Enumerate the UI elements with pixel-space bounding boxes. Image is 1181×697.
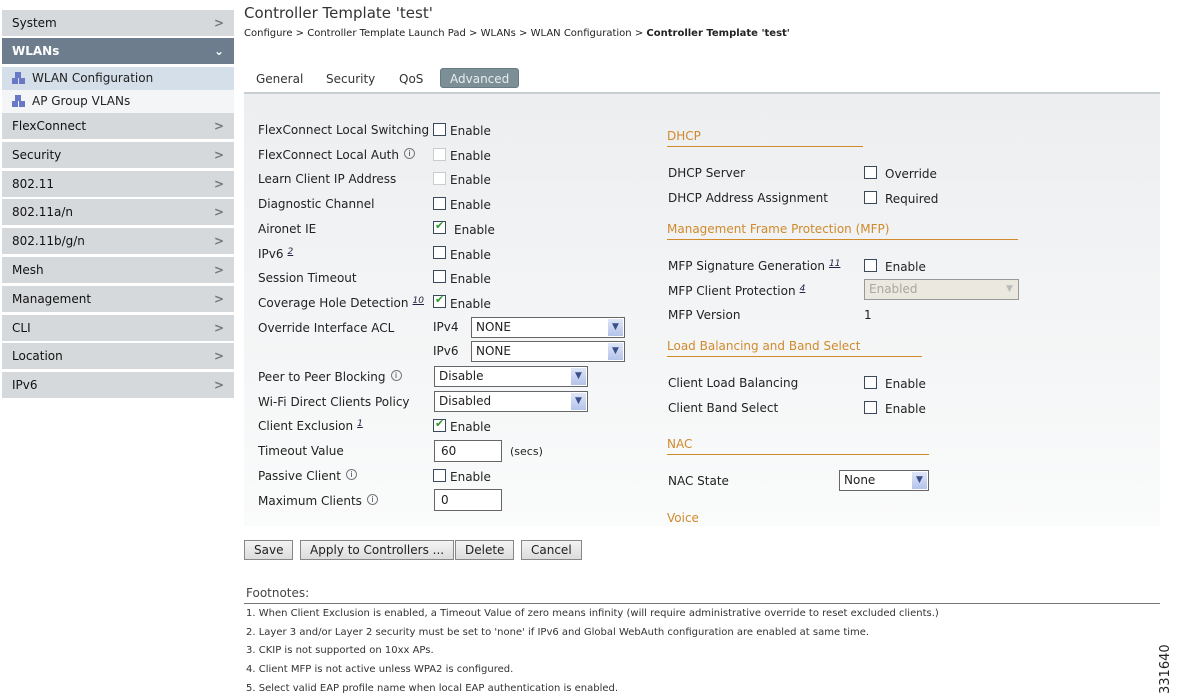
label-text: Peer to Peer Blocking	[258, 370, 386, 384]
label-text: IPv6	[258, 247, 284, 261]
checkbox-aironet-ie[interactable]	[433, 221, 446, 234]
sidebar-item-label: FlexConnect	[12, 119, 87, 133]
override-label: Override	[885, 167, 937, 181]
label-flexconnect-local-auth	[258, 148, 415, 162]
checkbox-flexconnect-local-switching[interactable]	[433, 123, 446, 136]
enable-label: Enable	[450, 248, 491, 262]
acl-ipv6-label: IPv6	[433, 344, 459, 358]
sidebar-item-flexconnect[interactable]	[2, 113, 234, 139]
selected-value: Disabled	[439, 394, 492, 408]
chevron-down-icon: ▼	[571, 368, 586, 385]
footnote-link[interactable]: 4	[799, 284, 806, 294]
breadcrumb-launch-pad[interactable]: Controller Template Launch Pad	[307, 28, 466, 39]
checkbox-client-exclusion[interactable]	[433, 419, 446, 432]
sidebar-item-label: IPv6	[12, 378, 38, 393]
cancel-button[interactable]: Cancel	[521, 540, 582, 560]
enable-label: Enable	[450, 124, 491, 138]
label-session-timeout: Session Timeout	[258, 271, 357, 285]
selected-value: NONE	[476, 320, 511, 334]
footnote: 3. CKIP is not supported on 10xx APs.	[246, 645, 434, 656]
figure-number: 331640	[1158, 644, 1173, 694]
chevron-right-icon: >	[213, 349, 224, 364]
label-coverage-hole-detection	[258, 296, 424, 310]
label-text: Passive Client	[258, 469, 341, 483]
page-title: Controller Template 'test'	[244, 4, 433, 22]
info-icon[interactable]: i	[404, 148, 415, 159]
section-dhcp: DHCP	[667, 129, 863, 147]
checkbox-coverage-hole-detection[interactable]	[433, 295, 446, 308]
breadcrumb-wlans[interactable]: WLANs	[480, 28, 516, 39]
chevron-right-icon: >	[213, 320, 224, 335]
footnote-link[interactable]: 2	[287, 247, 294, 257]
tab-qos[interactable]: QoS	[399, 72, 424, 86]
enable-label: Enable	[450, 173, 491, 187]
sidebar-item-wlans[interactable]: WLANs ⌄	[2, 38, 234, 64]
label-ipv6	[258, 247, 293, 261]
chevron-down-icon: ▼	[608, 343, 623, 360]
sidebar-sub-ap-group-vlans[interactable]: AP Group VLANs	[2, 90, 234, 113]
label-text: Maximum Clients	[258, 494, 362, 508]
sidebar-item-label: Security	[12, 147, 62, 162]
checkbox-ipv6[interactable]	[433, 246, 446, 259]
breadcrumb: Configure > Controller Template Launch Pad > WLANs > WLAN Configuration > Controller Template 'test'	[244, 28, 790, 39]
info-icon[interactable]: i	[391, 370, 402, 381]
delete-button[interactable]: Delete	[455, 540, 514, 560]
label-client-band-select: Client Band Select	[668, 401, 779, 415]
sidebar-item-label: 802.11b/g/n	[12, 234, 85, 249]
label-dhcp-address-assignment: DHCP Address Assignment	[668, 191, 828, 205]
breadcrumb-configure[interactable]: Configure	[244, 28, 293, 39]
chevron-down-icon: ▼	[608, 319, 623, 336]
section-load-balancing: Load Balancing and Band Select	[667, 339, 922, 357]
label-client-exclusion	[258, 419, 363, 433]
acl-ipv4-select[interactable]	[471, 317, 625, 338]
enable-label: Enable	[450, 272, 491, 286]
label-text: MFP Signature Generation	[668, 259, 825, 273]
label-flexconnect-local-switching: FlexConnect Local Switching	[258, 123, 430, 137]
tab-security[interactable]: Security	[326, 72, 376, 86]
label-passive-client	[258, 469, 357, 483]
chevron-right-icon: >	[213, 16, 224, 30]
enable-label: Enable	[885, 260, 926, 274]
selected-value: None	[844, 473, 876, 487]
label-aironet-ie: Aironet IE	[258, 222, 317, 236]
checkbox-passive-client[interactable]	[433, 469, 446, 482]
breadcrumb-wlan-configuration[interactable]: WLAN Configuration	[530, 28, 632, 39]
label-nac-state: NAC State	[668, 474, 729, 488]
sidebar-item-802-11[interactable]	[2, 171, 234, 197]
sidebar-item-mesh[interactable]	[2, 257, 234, 283]
chevron-right-icon: >	[213, 176, 224, 191]
label-dhcp-server: DHCP Server	[668, 166, 746, 180]
chevron-right-icon: >	[213, 291, 224, 306]
label-mfp-client-protection	[668, 284, 805, 298]
footnote: 1. When Client Exclusion is enabled, a Timeout Value of zero means infinity (will require administrative override to reset excluded clients.)	[246, 608, 939, 619]
label-text: Client Exclusion	[258, 419, 354, 433]
info-icon[interactable]: i	[346, 469, 357, 480]
sidebar-item-label: Location	[12, 349, 63, 364]
checkbox-session-timeout[interactable]	[433, 270, 446, 283]
label-mfp-version: MFP Version	[668, 308, 741, 322]
chevron-right-icon: >	[213, 263, 224, 277]
enable-label: Enable	[885, 377, 926, 391]
footnote-link[interactable]: 1	[357, 419, 363, 429]
label-text: Coverage Hole Detection	[258, 296, 409, 310]
label-mfp-signature	[668, 259, 840, 273]
maximum-clients-input[interactable]: 0	[434, 489, 502, 511]
label-timeout-value: Timeout Value	[258, 444, 344, 458]
enable-label: Enable	[450, 420, 491, 434]
acl-ipv4-label: IPv4	[433, 320, 459, 334]
selected-value: NONE	[476, 344, 511, 358]
required-label: Required	[885, 192, 939, 206]
checkbox-diagnostic-channel[interactable]	[433, 197, 446, 210]
chevron-right-icon: >	[213, 234, 224, 249]
network-icon	[12, 95, 26, 108]
footnotes-divider	[244, 603, 1160, 604]
section-mfp: Management Frame Protection (MFP)	[667, 222, 1018, 240]
sidebar-item-802-11a-n[interactable]	[2, 199, 234, 225]
enable-label: Enable	[450, 297, 491, 311]
tab-general[interactable]: General	[256, 72, 304, 86]
apply-to-controllers-button[interactable]: Apply to Controllers ...	[300, 540, 454, 560]
chevron-down-icon: ▼	[1002, 281, 1017, 298]
secs-unit: (secs)	[510, 445, 543, 458]
label-text: FlexConnect Local Auth	[258, 148, 399, 162]
sidebar-item-cli[interactable]	[2, 315, 234, 341]
checkbox-dhcp-required[interactable]	[864, 191, 877, 204]
chevron-right-icon: >	[213, 205, 224, 220]
sidebar-item-ipv6[interactable]	[2, 372, 234, 398]
enable-label: Enable	[450, 198, 491, 212]
sidebar-item-security[interactable]	[2, 142, 234, 168]
enable-label: Enable	[450, 470, 491, 484]
network-icon	[12, 72, 26, 85]
label-client-load-balancing: Client Load Balancing	[668, 376, 799, 390]
footnote-link[interactable]: 11	[828, 259, 841, 269]
info-icon[interactable]: i	[367, 494, 378, 505]
chevron-right-icon: >	[213, 147, 224, 162]
sidebar-item-label: 802.11	[12, 176, 54, 191]
peer-to-peer-select[interactable]	[434, 366, 588, 387]
section-voice: Voice	[667, 511, 699, 523]
sidebar-item-802-11b-g-n[interactable]	[2, 228, 234, 254]
footnote: 5. Select valid EAP profile name when local EAP authentication is enabled.	[246, 683, 619, 694]
sidebar-item-label: 802.11a/n	[12, 205, 73, 220]
enable-label: Enable	[450, 149, 491, 163]
checkbox-dhcp-override[interactable]	[864, 166, 877, 179]
checkbox-flexconnect-local-auth[interactable]	[433, 148, 446, 161]
chevron-down-icon: ▼	[571, 393, 586, 410]
label-wifi-direct: Wi-Fi Direct Clients Policy	[258, 395, 410, 409]
tab-advanced[interactable]: Advanced	[440, 68, 519, 88]
mfp-client-protection-select[interactable]	[864, 279, 1019, 300]
wifi-direct-select[interactable]	[434, 391, 588, 412]
sidebar-item-label: Mesh	[12, 263, 44, 277]
sidebar-sub-wlan-configuration[interactable]: WLAN Configuration	[2, 67, 234, 90]
footnote-link[interactable]: 10	[412, 296, 424, 306]
sidebar-item-management[interactable]	[2, 286, 234, 312]
sidebar-item-system[interactable]: System >	[2, 10, 234, 36]
mfp-version-value: 1	[864, 308, 872, 322]
enable-label: Enable	[885, 402, 926, 416]
timeout-value-input[interactable]: 60	[434, 440, 502, 462]
footnote: 4. Client MFP is not active unless WPA2 is configured.	[246, 664, 514, 675]
breadcrumb-current: Controller Template 'test'	[646, 28, 790, 39]
checkbox-mfp-signature[interactable]	[864, 259, 877, 272]
label-learn-client-ip: Learn Client IP Address	[258, 172, 397, 186]
nac-state-select[interactable]	[839, 470, 929, 491]
selected-value: Enabled	[869, 282, 918, 296]
label-diagnostic-channel: Diagnostic Channel	[258, 197, 375, 211]
chevron-right-icon: >	[213, 119, 224, 133]
footnotes-title: Footnotes:	[246, 586, 310, 600]
chevron-down-icon: ⌄	[213, 44, 224, 58]
sidebar-item-location[interactable]	[2, 343, 234, 369]
sidebar-item-label: Management	[12, 291, 92, 306]
checkbox-client-band-select[interactable]	[864, 401, 877, 414]
save-button[interactable]: Save	[244, 540, 293, 560]
label-peer-to-peer-blocking	[258, 370, 402, 384]
selected-value: Disable	[439, 369, 484, 383]
label-override-interface-acl: Override Interface ACL	[258, 321, 395, 335]
checkbox-learn-client-ip[interactable]	[433, 172, 446, 185]
enable-label: Enable	[454, 223, 495, 237]
footnote: 2. Layer 3 and/or Layer 2 security must be set to 'none' if IPv6 and Global WebAuth configuration are enabled at same time.	[246, 627, 870, 638]
chevron-right-icon: >	[213, 378, 224, 393]
checkbox-client-load-balancing[interactable]	[864, 376, 877, 389]
section-nac: NAC	[667, 437, 929, 455]
acl-ipv6-select[interactable]	[471, 341, 625, 362]
label-maximum-clients	[258, 494, 378, 508]
sidebar-item-label: CLI	[12, 320, 31, 335]
chevron-down-icon: ▼	[912, 472, 927, 489]
label-text: MFP Client Protection	[668, 284, 796, 298]
